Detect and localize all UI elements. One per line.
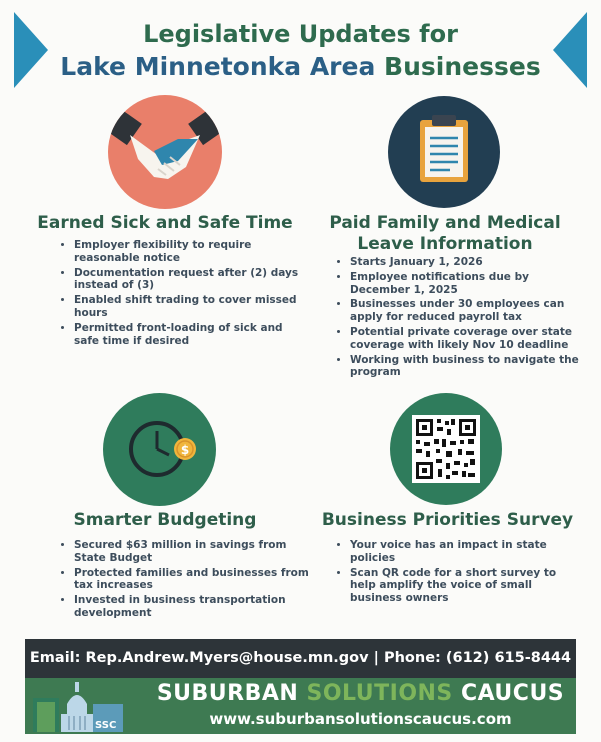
caucus-word-solutions: SOLUTIONS bbox=[306, 681, 453, 706]
list-item: • Starts January 1, 2026 bbox=[350, 256, 582, 269]
qr-code-icon[interactable] bbox=[390, 393, 502, 505]
list-item: • Secured $63 million in savings from State Budget bbox=[74, 539, 309, 565]
title-green-part: Businesses bbox=[384, 52, 541, 81]
caucus-name bbox=[145, 680, 576, 708]
list-item: • Invested in business transportation development bbox=[74, 594, 309, 620]
handshake-icon bbox=[108, 95, 222, 209]
section-title-sick-time: Earned Sick and Safe Time bbox=[37, 213, 293, 233]
section-title-budgeting: Smarter Budgeting bbox=[73, 510, 257, 530]
svg-text:$: $ bbox=[180, 443, 190, 457]
list-item: • Employee notifications due by December 1, 2025 bbox=[350, 271, 582, 297]
list-item: • Protected families and businesses from tax increases bbox=[74, 567, 309, 593]
section-title-survey: Business Priorities Survey bbox=[321, 510, 574, 530]
caucus-word-suburban: SUBURBAN bbox=[156, 681, 307, 706]
list-item: • Working with business to navigate the program bbox=[350, 354, 582, 380]
list-item: • Documentation request after (2) days instead of (3) bbox=[74, 267, 299, 293]
logo-text: SSC bbox=[95, 720, 117, 731]
website-link[interactable]: www.suburbansolutionscaucus.com bbox=[209, 710, 512, 728]
right-triangle-decoration bbox=[553, 12, 587, 88]
budgeting-list bbox=[58, 539, 309, 622]
pfml-list bbox=[334, 256, 582, 381]
list-item: • Employer flexibility to require reasonable notice bbox=[74, 239, 299, 265]
clock-coin-icon bbox=[103, 393, 216, 506]
caucus-footer bbox=[25, 678, 576, 734]
section-title-pfml: Paid Family and Medical Leave Information bbox=[329, 213, 561, 254]
caucus-word-caucus: CAUCUS bbox=[452, 681, 565, 706]
page-title-line2 bbox=[60, 52, 541, 81]
clipboard-icon bbox=[388, 96, 500, 208]
list-item: • Enabled shift trading to cover missed hours bbox=[74, 294, 299, 320]
list-item: • Your voice has an impact in state policies bbox=[350, 539, 575, 565]
list-item: • Permitted front-loading of sick and safe time if desired bbox=[74, 322, 299, 348]
sick-time-list bbox=[58, 239, 299, 349]
contact-bar: Email: Rep.Andrew.Myers@house.mn.gov | Phone: (612) 615-8444 bbox=[25, 639, 576, 678]
page-title-line1: Legislative Updates for bbox=[143, 20, 458, 48]
capitol-logo bbox=[33, 680, 123, 732]
list-item: • Scan QR code for a short survey to help amplify the voice of small business owners bbox=[350, 567, 575, 605]
list-item: • Businesses under 30 employees can apply for reduced payroll tax bbox=[350, 298, 582, 324]
survey-list bbox=[334, 539, 575, 607]
list-item: • Potential private coverage over state coverage with likely Nov 10 deadline bbox=[350, 326, 582, 352]
left-triangle-decoration bbox=[14, 12, 48, 88]
title-blue-part: Lake Minnetonka Area bbox=[60, 52, 376, 81]
